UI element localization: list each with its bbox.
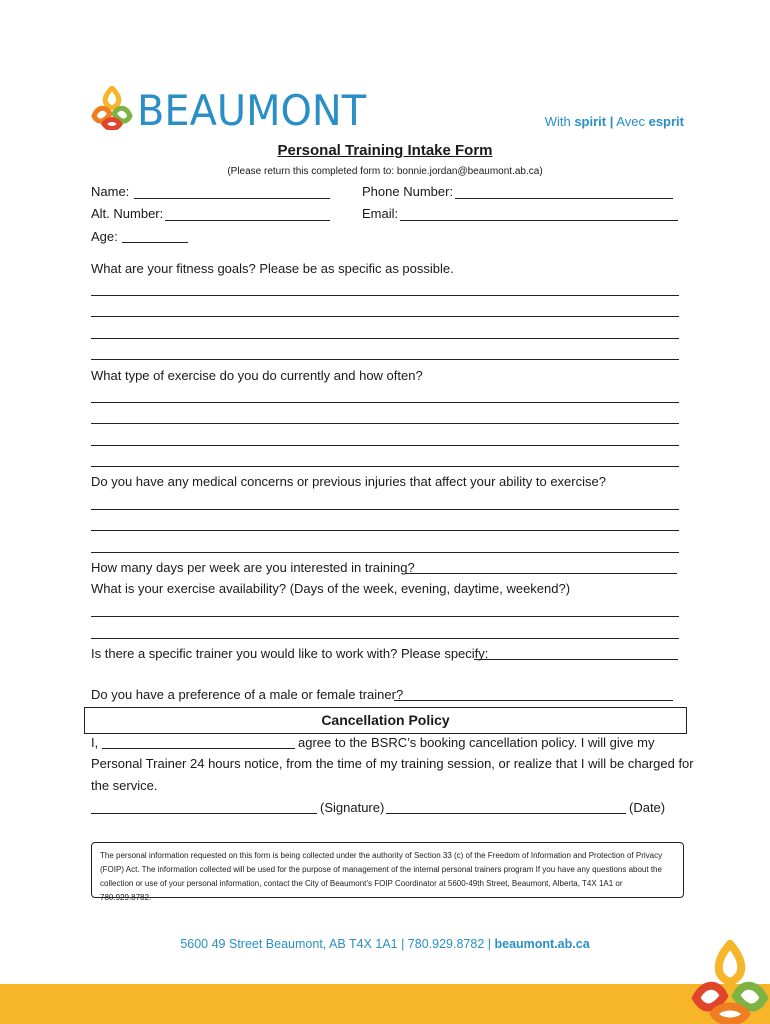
policy-agree-text: agree to the BSRC’s booking cancellation policy. I will give my	[298, 735, 655, 750]
beaumont-emblem-icon	[690, 940, 770, 1024]
signature-field[interactable]	[91, 813, 317, 814]
alt-number-field[interactable]	[165, 220, 330, 221]
date-field[interactable]	[386, 813, 626, 814]
question-availability: What is your exercise availability? (Days of the week, evening, daytime, weekend?)	[91, 581, 571, 596]
alt-number-label: Alt. Number:	[91, 206, 164, 221]
exercise-line[interactable]	[91, 466, 679, 467]
tagline: With spirit | Avec esprit	[544, 114, 684, 129]
exercise-line[interactable]	[91, 402, 679, 403]
exercise-line[interactable]	[91, 423, 679, 424]
question-medical: Do you have any medical concerns or previous injuries that affect your ability to exercise?	[91, 474, 606, 489]
name-label: Name:	[91, 184, 130, 199]
availability-line[interactable]	[91, 616, 679, 617]
trainer-field[interactable]	[474, 659, 678, 660]
question-trainer: Is there a specific trainer you would like to work with? Please specify:	[91, 646, 489, 661]
footer-website-link[interactable]: beaumont.ab.ca	[494, 937, 590, 951]
phone-label: Phone Number:	[362, 184, 454, 199]
days-field[interactable]	[406, 573, 677, 574]
medical-line[interactable]	[91, 509, 679, 510]
goals-line[interactable]	[91, 316, 679, 317]
phone-field[interactable]	[455, 198, 673, 199]
name-field[interactable]	[134, 198, 330, 199]
medical-line[interactable]	[91, 552, 679, 553]
gender-field[interactable]	[394, 700, 673, 701]
medical-line[interactable]	[91, 530, 679, 531]
age-field[interactable]	[122, 242, 188, 243]
logo-wordmark: BEAUMONT	[137, 86, 367, 135]
policy-name-field[interactable]	[102, 748, 295, 749]
question-exercise: What type of exercise do you do currently and how often?	[91, 368, 423, 383]
goals-line[interactable]	[91, 359, 679, 360]
policy-line-2: Personal Trainer 24 hours notice, from the time of my training session, or realize that I will be charged for	[91, 756, 694, 771]
cancellation-policy-heading: Cancellation Policy	[84, 707, 687, 734]
goals-line[interactable]	[91, 295, 679, 296]
footer-contact	[0, 937, 770, 951]
question-gender: Do you have a preference of a male or female trainer?	[91, 687, 404, 702]
age-label: Age:	[91, 229, 118, 244]
policy-line-3: the service.	[91, 778, 158, 793]
question-days: How many days per week are you interested in training?	[91, 560, 415, 575]
footer-address: 5600 49 Street Beaumont, AB T4X 1A1 | 780.929.8782 |	[180, 937, 491, 951]
goals-line[interactable]	[91, 338, 679, 339]
exercise-line[interactable]	[91, 445, 679, 446]
availability-line[interactable]	[91, 638, 679, 639]
form-title: Personal Training Intake Form	[277, 142, 493, 159]
signature-label: (Signature)	[320, 800, 385, 815]
policy-i-label: I,	[91, 735, 99, 750]
form-subtitle: (Please return this completed form to: bonnie.jordan@beaumont.ab.ca)	[227, 166, 543, 177]
question-goals: What are your fitness goals? Please be as specific as possible.	[91, 261, 454, 276]
email-field[interactable]	[400, 220, 678, 221]
date-label: (Date)	[629, 800, 666, 815]
email-label: Email:	[362, 206, 399, 221]
beaumont-logo-icon	[90, 86, 134, 130]
privacy-notice: The personal information requested on this form is being collected under the authority of Section 33 (c) of the Freedom of Information and Protection of Privacy (FOIP) Act. The information collected will be used for the purpose of management of the internal personal trainers program If you have any questions about the collection or use of your personal information, contact the City of Beaumont’s FOIP Coordinator at 5600-49th Street, Beaumont, Alberta, T4X 1A1 or 780.929.8782.	[91, 842, 684, 898]
footer-bar	[0, 984, 770, 1024]
